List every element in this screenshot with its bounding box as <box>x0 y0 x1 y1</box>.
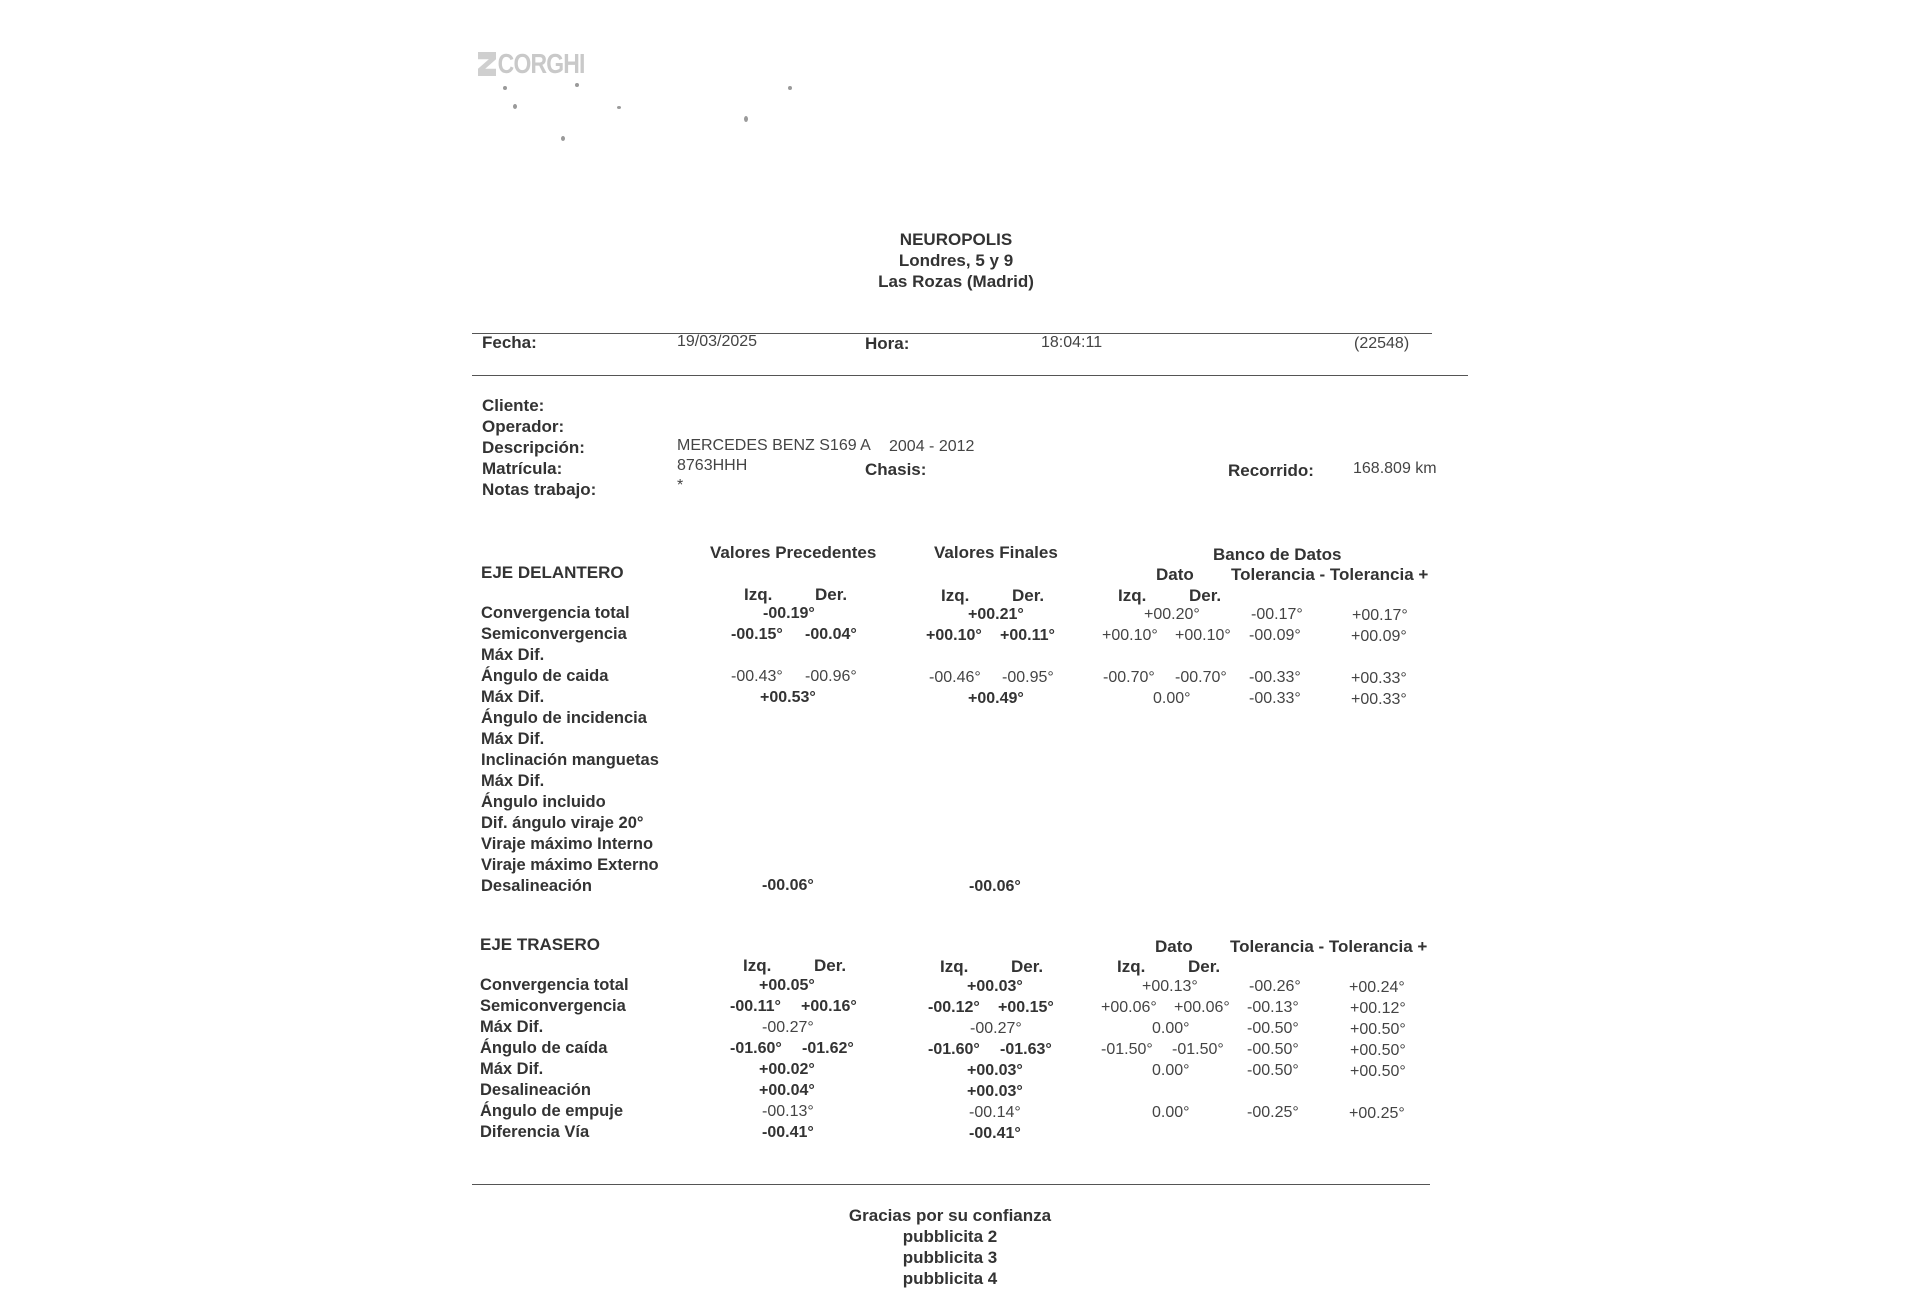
front-row-label: Máx Dif. <box>481 730 545 748</box>
rear-banco-semi-der: +00.06° <box>1174 999 1230 1016</box>
front-banco-semi-tmin: -00.09° <box>1249 627 1301 644</box>
scan-speck <box>788 86 792 90</box>
rear-prec-conv-total: +00.05° <box>759 977 815 994</box>
rear-banco-izq-heading: Izq. <box>1117 957 1146 976</box>
rear-prec-izq-heading: Izq. <box>743 956 772 975</box>
rear-banco-caida-maxdif-dato: 0.00° <box>1152 1062 1190 1079</box>
rear-fin-der-heading: Der. <box>1011 957 1044 976</box>
company-name: NEUROPOLIS <box>899 230 1013 249</box>
rear-row-label: Diferencia Vía <box>480 1123 590 1141</box>
footer-ad-2: pubblicita 2 <box>902 1227 998 1246</box>
rear-banco-conv-tmax: +00.24° <box>1349 979 1405 996</box>
front-banco-caida-der: -00.70° <box>1175 669 1227 686</box>
rear-fin-semi-maxdif: -00.27° <box>970 1020 1022 1037</box>
scan-speck <box>617 106 621 109</box>
front-row-label: Ángulo de incidencia <box>481 709 647 727</box>
front-banco-maxdif-dato: 0.00° <box>1153 690 1191 707</box>
front-row-label: Ángulo incluido <box>481 793 606 811</box>
recorrido-value: 168.809 km <box>1353 460 1437 477</box>
logo-text: CORGHI <box>497 48 585 79</box>
banco-der-heading: Der. <box>1189 586 1222 605</box>
front-fin-semi-der: +00.11° <box>1000 627 1055 644</box>
front-row-label: Ángulo de caida <box>481 667 609 685</box>
front-prec-semi-der: -00.04° <box>805 626 857 643</box>
eje-trasero-title: EJE TRASERO <box>480 935 600 954</box>
divider <box>472 375 1468 376</box>
front-banco-semi-der: +00.10° <box>1175 627 1231 644</box>
front-prec-caida-maxdif: +00.53° <box>760 689 816 706</box>
rear-fin-izq-heading: Izq. <box>940 957 969 976</box>
front-banco-maxdif-tmax: +00.33° <box>1351 691 1407 708</box>
front-fin-caida-izq: -00.46° <box>929 669 981 686</box>
cliente-label: Cliente: <box>482 396 545 415</box>
fecha-value: 19/03/2025 <box>677 333 758 350</box>
front-banco-conv-dato: +00.20° <box>1144 606 1200 623</box>
notas-label: Notas trabajo: <box>482 480 597 499</box>
prec-der-heading: Der. <box>815 585 848 604</box>
recorrido-label: Recorrido: <box>1228 461 1314 480</box>
banco-izq-heading: Izq. <box>1118 586 1147 605</box>
rear-banco-semi-maxdif-dato: 0.00° <box>1152 1020 1190 1037</box>
rear-prec-semi-der: +00.16° <box>801 998 857 1015</box>
rear-banco-semi-maxdif-tmin: -00.50° <box>1247 1020 1299 1037</box>
rear-prec-caida-maxdif: +00.02° <box>759 1061 815 1078</box>
front-row-label: Dif. ángulo viraje 20° <box>481 814 644 832</box>
front-banco-semi-izq: +00.10° <box>1102 627 1158 644</box>
front-row-label: Inclinación manguetas <box>481 751 659 769</box>
rear-prec-caida-izq: -01.60° <box>730 1040 782 1057</box>
fin-der-heading: Der. <box>1012 586 1045 605</box>
rear-prec-caida-der: -01.62° <box>802 1040 854 1057</box>
rear-banco-empuje-tmin: -00.25° <box>1247 1104 1299 1121</box>
eje-delantero-title: EJE DELANTERO <box>481 563 624 582</box>
divider <box>472 1184 1430 1185</box>
rear-row-label: Convergencia total <box>480 976 629 994</box>
rear-fin-conv-total: +00.03° <box>967 978 1023 995</box>
matricula-value: 8763HHH <box>677 457 748 474</box>
rear-fin-caida-izq: -01.60° <box>928 1041 980 1058</box>
valores-precedentes-heading: Valores Precedentes <box>710 543 877 562</box>
operador-label: Operador: <box>482 417 565 436</box>
front-prec-conv-total: -00.19° <box>763 605 815 622</box>
rear-banco-semi-tmin: -00.13° <box>1247 999 1299 1016</box>
rear-banco-caida-izq: -01.50° <box>1101 1041 1153 1058</box>
vehicle-years: 2004 - 2012 <box>889 438 975 455</box>
report-code: (22548) <box>1354 335 1410 352</box>
front-fin-caida-maxdif: +00.49° <box>968 690 1024 707</box>
front-fin-desal: -00.06° <box>969 878 1021 895</box>
rear-row-label: Máx Dif. <box>480 1060 544 1078</box>
rear-banco-empuje-tmax: +00.25° <box>1349 1105 1405 1122</box>
front-banco-conv-tmin: -00.17° <box>1251 606 1303 623</box>
company-city: Las Rozas (Madrid) <box>878 272 1034 291</box>
fin-izq-heading: Izq. <box>941 586 970 605</box>
rear-row-label: Ángulo de empuje <box>480 1102 624 1120</box>
rear-fin-via: -00.41° <box>969 1125 1021 1142</box>
front-banco-caida-tmax: +00.33° <box>1351 670 1407 687</box>
rear-banco-empuje-dato: 0.00° <box>1152 1104 1190 1121</box>
rear-banco-der-heading: Der. <box>1188 957 1221 976</box>
rear-fin-semi-izq: -00.12° <box>928 999 980 1016</box>
front-row-label: Viraje máximo Externo <box>481 856 659 874</box>
rear-fin-semi-der: +00.15° <box>998 999 1054 1016</box>
notas-value: * <box>677 477 684 494</box>
footer-ad-3: pubblicita 3 <box>902 1248 998 1267</box>
footer-ad-4: pubblicita 4 <box>902 1269 998 1288</box>
scan-speck <box>744 116 748 122</box>
front-row-label: Máx Dif. <box>481 646 545 664</box>
rear-banco-conv-dato: +00.13° <box>1142 978 1198 995</box>
rear-fin-caida-der: -01.63° <box>1000 1041 1052 1058</box>
rear-row-label: Máx Dif. <box>480 1018 544 1036</box>
company-address: Londres, 5 y 9 <box>898 251 1014 270</box>
rear-banco-conv-tmin: -00.26° <box>1249 978 1301 995</box>
rear-prec-semi-maxdif: -00.27° <box>762 1019 814 1036</box>
rear-dato-heading: Dato <box>1155 937 1193 956</box>
rear-prec-empuje: -00.13° <box>762 1103 814 1120</box>
rear-banco-semi-izq: +00.06° <box>1101 999 1157 1016</box>
front-fin-semi-izq: +00.10° <box>926 627 982 644</box>
rear-banco-semi-tmax: +00.12° <box>1350 1000 1406 1017</box>
front-row-label: Máx Dif. <box>481 772 545 790</box>
front-row-label: Convergencia total <box>481 604 630 622</box>
rear-fin-empuje: -00.14° <box>969 1104 1021 1121</box>
rear-fin-desal: +00.03° <box>967 1083 1023 1100</box>
front-banco-conv-tmax: +00.17° <box>1352 607 1408 624</box>
rear-row-label: Semiconvergencia <box>480 997 626 1015</box>
corghi-logo <box>478 48 585 80</box>
scan-speck <box>513 104 517 109</box>
front-prec-caida-izq: -00.43° <box>731 668 783 685</box>
front-banco-semi-tmax: +00.09° <box>1351 628 1407 645</box>
front-row-label: Viraje máximo Interno <box>481 835 654 853</box>
rear-banco-caida-der: -01.50° <box>1172 1041 1224 1058</box>
front-row-label: Máx Dif. <box>481 688 545 706</box>
front-prec-caida-der: -00.96° <box>805 668 857 685</box>
scan-speck <box>503 86 507 90</box>
descripcion-value: MERCEDES BENZ S169 A <box>677 437 871 454</box>
rear-prec-semi-izq: -00.11° <box>730 998 781 1015</box>
descripcion-label: Descripción: <box>482 438 585 457</box>
chasis-label: Chasis: <box>865 460 927 479</box>
rear-prec-der-heading: Der. <box>814 956 847 975</box>
rear-banco-caida-maxdif-tmax: +00.50° <box>1350 1063 1406 1080</box>
divider <box>472 333 1432 334</box>
dato-heading: Dato <box>1156 565 1194 584</box>
rear-banco-caida-tmax: +00.50° <box>1350 1042 1406 1059</box>
front-fin-caida-der: -00.95° <box>1002 669 1054 686</box>
front-fin-conv-total: +00.21° <box>968 606 1024 623</box>
scan-speck <box>561 136 565 141</box>
tolerancia-heading: Tolerancia - Tolerancia + <box>1231 565 1429 584</box>
rear-row-label: Ángulo de caída <box>480 1039 608 1057</box>
rear-banco-caida-maxdif-tmin: -00.50° <box>1247 1062 1299 1079</box>
rear-prec-desal: +00.04° <box>759 1082 815 1099</box>
front-prec-desal: -00.06° <box>762 877 814 894</box>
rear-row-label: Desalineación <box>480 1081 591 1099</box>
matricula-label: Matrícula: <box>482 459 563 478</box>
footer-thanks: Gracias por su confianza <box>848 1206 1052 1225</box>
scan-speck <box>575 83 579 87</box>
rear-prec-via: -00.41° <box>762 1124 814 1141</box>
rear-banco-caida-tmin: -00.50° <box>1247 1041 1299 1058</box>
rear-banco-semi-maxdif-tmax: +00.50° <box>1350 1021 1406 1038</box>
banco-datos-heading: Banco de Datos <box>1213 545 1342 564</box>
rear-tolerancia-heading: Tolerancia - Tolerancia + <box>1230 937 1428 956</box>
front-row-label: Semiconvergencia <box>481 625 627 643</box>
prec-izq-heading: Izq. <box>744 585 773 604</box>
hora-label: Hora: <box>865 334 910 353</box>
corghi-logo-icon <box>478 52 496 76</box>
valores-finales-heading: Valores Finales <box>934 543 1058 562</box>
front-banco-caida-tmin: -00.33° <box>1249 669 1301 686</box>
front-row-label: Desalineación <box>481 877 592 895</box>
front-prec-semi-izq: -00.15° <box>731 626 783 643</box>
front-banco-maxdif-tmin: -00.33° <box>1249 690 1301 707</box>
rear-fin-caida-maxdif: +00.03° <box>967 1062 1023 1079</box>
hora-value: 18:04:11 <box>1041 334 1103 351</box>
fecha-label: Fecha: <box>482 333 537 352</box>
front-banco-caida-izq: -00.70° <box>1103 669 1155 686</box>
